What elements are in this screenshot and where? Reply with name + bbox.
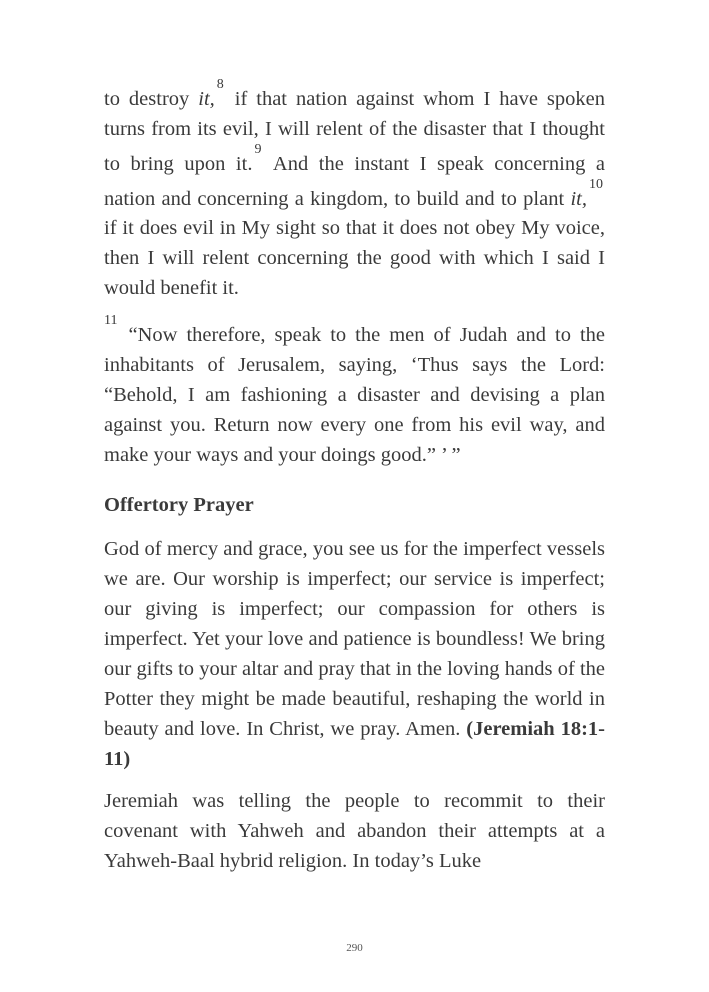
verse-number-11: 11 <box>104 313 118 329</box>
scripture-text: to destroy <box>104 87 199 110</box>
italic-word: it, <box>570 187 587 210</box>
offertory-paragraph <box>104 534 605 774</box>
scripture-text: if that nation against whom I have spoken turns from its evil, I will relent of the disaster that I thought to bring upon it. <box>104 87 606 175</box>
reflection-paragraph <box>104 786 605 876</box>
scripture-text: And the instant I speak concerning a nation and concerning a kingdom, to build and to plant <box>104 152 605 210</box>
verse-number-8: 8 <box>216 77 224 92</box>
scripture-text: if it does evil in My sight so that it does not obey My voice, then I will relent concerning the good with which I said I would benefit it. <box>104 217 605 300</box>
offertory-text: God of mercy and grace, you see us for the imperfect vessels we are. Our worship is imperfect; our service is imperfect; our giving is imperfect; our compassion for others is imperfect. Yet your love and patience is boundless! We bring our gifts to your altar and pray that in the loving hands of the Potter they might be made beautiful, reshaping the world in beauty and love. In Christ, we pray. Amen. <box>104 538 605 741</box>
scripture-text: “Now therefore, speak to the men of Judah and to the inhabitants of Jerusalem, saying, ‘Thus says the Lord: “Behold, I am fashioning a disaster and devising a plan against you. Return now every one from his evil way, and make your ways and your doings good.” ’ ” <box>104 324 605 467</box>
italic-word: it, <box>198 87 215 110</box>
verse-number-10: 10 <box>589 176 603 192</box>
reflection-text: Jeremiah was telling the people to recommit to their covenant with Yahweh and abandon their attempts at a Yahweh-Baal hybrid religion. In today’s Luke <box>104 790 605 873</box>
scripture-paragraph-2 <box>104 315 605 470</box>
scripture-paragraph-1 <box>104 79 605 303</box>
page-content <box>104 79 605 888</box>
page-number: 290 <box>346 942 363 954</box>
offertory-heading: Offertory Prayer <box>104 494 254 517</box>
verse-number-9: 9 <box>254 141 262 157</box>
scripture-reference: (Jeremiah 18:1-11) <box>104 718 605 771</box>
